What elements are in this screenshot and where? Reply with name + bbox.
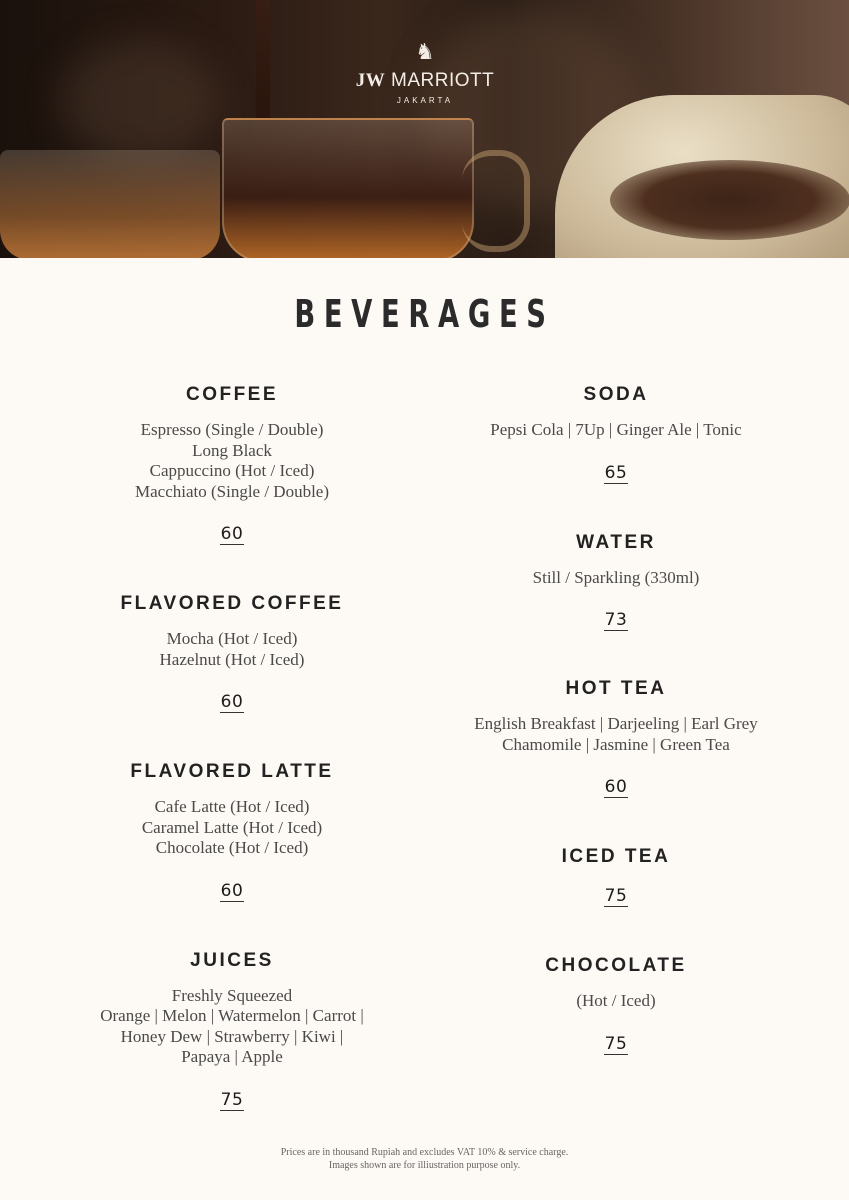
- price: 75: [604, 886, 628, 906]
- menu-item: Honey Dew | Strawberry | Kiwi |: [120, 1026, 344, 1046]
- hero-banner-image: [0, 0, 849, 258]
- menu-section-flavored-latte: [22, 757, 442, 902]
- menu-section-flavored-coffee: [22, 589, 442, 713]
- espresso-cup-image: [0, 150, 220, 258]
- menu-item: Mocha (Hot / Iced): [166, 629, 298, 648]
- section-title: FLAVORED COFFEE: [120, 593, 344, 614]
- menu-section-water: [406, 528, 826, 632]
- left-menu-column: [22, 380, 442, 1111]
- section-title: WATER: [576, 531, 656, 553]
- menu-item: Pepsi Cola | 7Up | Ginger Ale | Tonic: [490, 420, 742, 439]
- coffee-pour-decoration: [256, 0, 270, 120]
- menu-item: Still / Sparkling (330ml): [532, 567, 700, 587]
- menu-item: Chamomile | Jasmine | Green Tea: [502, 734, 730, 754]
- price: 60: [604, 777, 628, 797]
- item-list: [22, 986, 442, 1068]
- section-title: JUICES: [190, 949, 274, 971]
- menu-item: Freshly Squeezed: [171, 985, 293, 1005]
- menu-item: Cappuccino (Hot / Iced): [149, 461, 315, 480]
- menu-item: Macchiato (Single / Double): [134, 481, 330, 501]
- menu-item: Long Black: [192, 440, 272, 460]
- price: 73: [604, 610, 628, 630]
- menu-item: Hazelnut (Hot / Iced): [159, 649, 305, 669]
- section-title: CHOCOLATE: [545, 955, 687, 976]
- price: 65: [604, 462, 628, 483]
- footer-disclaimer: [0, 1146, 849, 1172]
- coffee-beans-image: [610, 160, 849, 240]
- menu-section-soda: [406, 380, 826, 484]
- coffee-mug-image: [222, 118, 474, 258]
- menu-item: Cafe Latte (Hot / Iced): [154, 797, 310, 816]
- menu-item: Chocolate (Hot / Iced): [155, 838, 309, 857]
- page-title: BEVERAGES: [294, 292, 555, 336]
- griffin-icon: ♞: [415, 39, 435, 64]
- item-list: [406, 568, 826, 589]
- right-menu-column: [406, 380, 826, 1055]
- item-list: [406, 420, 826, 441]
- price: 60: [220, 692, 244, 712]
- price: 60: [220, 524, 244, 544]
- brand-location: JAKARTA: [396, 96, 454, 105]
- menu-item: Papaya | Apple: [181, 1047, 283, 1066]
- disclaimer-images: Images shown are for illiustration purpose only.: [328, 1160, 521, 1171]
- menu-section-hot-tea: [406, 674, 826, 798]
- item-list: [22, 420, 442, 502]
- menu-section-juices: [22, 946, 442, 1111]
- section-title: HOT TEA: [565, 678, 667, 699]
- section-title: SODA: [583, 384, 649, 405]
- brand-light: MARRIOTT: [391, 70, 495, 91]
- item-list: [22, 629, 442, 670]
- menu-section-chocolate: [406, 951, 826, 1055]
- mug-handle-image: [462, 150, 530, 252]
- menu-item: Caramel Latte (Hot / Iced): [141, 817, 323, 837]
- hotel-logo: [330, 40, 520, 105]
- item-list: [406, 714, 826, 755]
- brand-name: [330, 70, 520, 92]
- steam-decoration: [60, 40, 220, 160]
- price: 75: [220, 1089, 244, 1110]
- menu-section-iced-tea: [406, 842, 826, 907]
- menu-item: English Breakfast | Darjeeling | Earl Grey: [474, 714, 758, 733]
- menu-item: (Hot / Iced): [576, 991, 656, 1010]
- disclaimer-prices: Prices are in thousand Rupiah and excludes VAT 10% & service charge.: [280, 1147, 569, 1158]
- menu-item: Espresso (Single / Double): [140, 420, 324, 439]
- brand-bold: JW: [355, 70, 386, 91]
- item-list: [22, 797, 442, 859]
- section-title: COFFEE: [185, 384, 279, 405]
- price: 60: [220, 880, 244, 901]
- section-title: FLAVORED LATTE: [130, 761, 334, 782]
- menu-item: Orange | Melon | Watermelon | Carrot |: [100, 1006, 364, 1025]
- price: 75: [604, 1033, 628, 1054]
- section-title: ICED TEA: [561, 846, 671, 867]
- item-list: [406, 991, 826, 1012]
- menu-section-coffee: [22, 380, 442, 545]
